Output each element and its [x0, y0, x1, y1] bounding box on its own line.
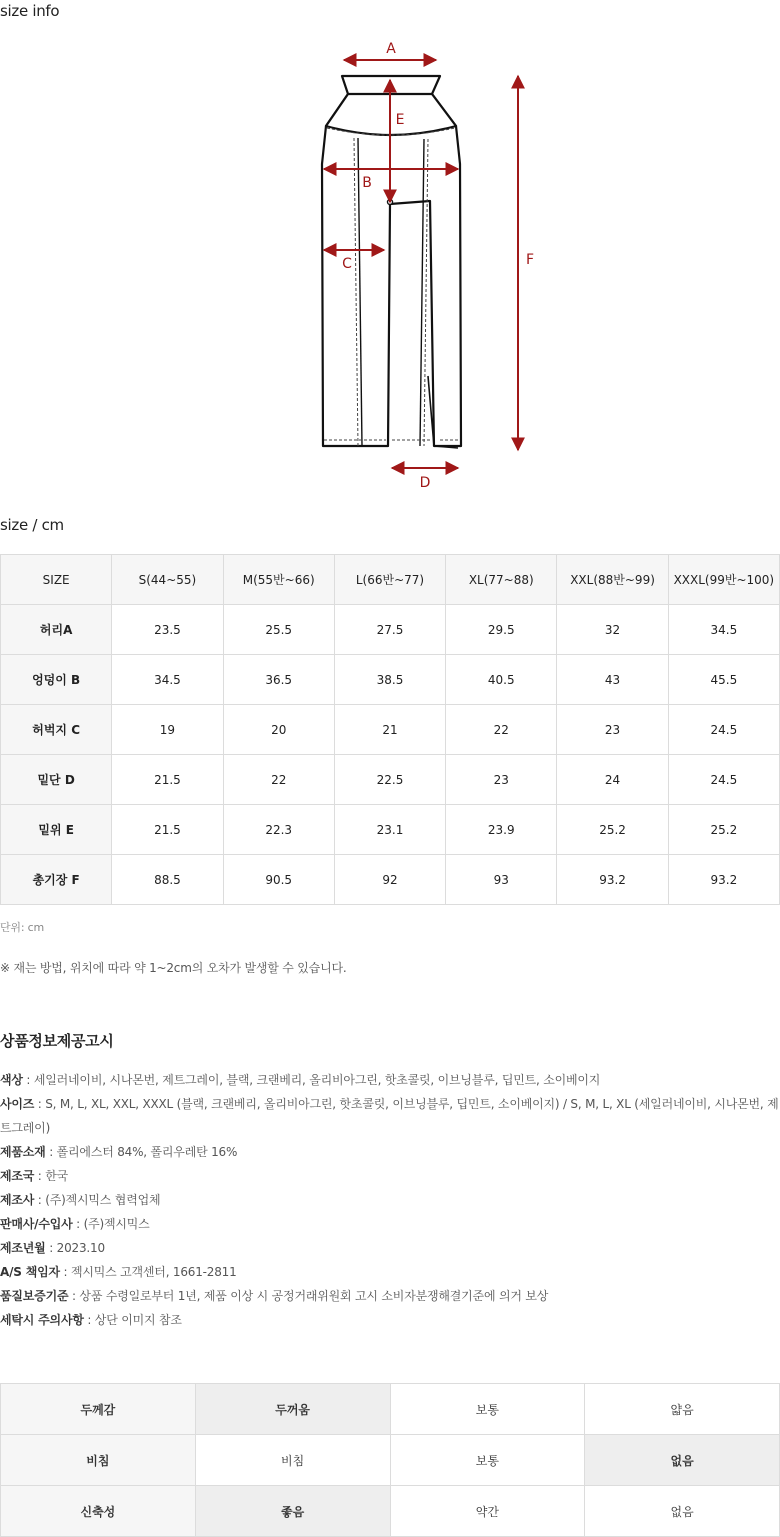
- notice-key: 판매사/수입사: [0, 1217, 73, 1231]
- notice-value: : 상단 이미지 참조: [83, 1313, 182, 1327]
- notice-key: A/S 책임자: [0, 1265, 60, 1279]
- feel-option: 보통: [390, 1384, 585, 1435]
- label-a: A: [386, 41, 396, 57]
- table-cell: 93: [446, 855, 557, 905]
- table-cell: 93.2: [668, 855, 779, 905]
- notice-value: : 2023.10: [45, 1241, 105, 1255]
- notice-item: [0, 1140, 780, 1164]
- notice-key: 품질보증기준: [0, 1289, 69, 1303]
- notice-item: [0, 1212, 780, 1236]
- product-notice-list: [0, 1068, 780, 1332]
- table-cell: 92: [334, 855, 445, 905]
- product-notice-title: 상품정보제공고시: [0, 1032, 114, 1050]
- row-label: 엉덩이 B: [1, 655, 112, 705]
- feel-option: 보통: [390, 1435, 585, 1486]
- notice-key: 제조년월: [0, 1241, 46, 1255]
- notice-key: 제조사: [0, 1193, 35, 1207]
- feel-option: 얇음: [585, 1384, 780, 1435]
- notice-value: : (주)젝시믹스: [72, 1217, 150, 1231]
- feel-row-thickness: [1, 1384, 780, 1435]
- notice-key: 제조국: [0, 1169, 35, 1183]
- notice-value: : 세일러네이비, 시나몬번, 제트그레이, 블랙, 크랜베리, 올리비아그린, 핫초콜릿, 이브닝블루, 딥민트, 소이베이지: [22, 1073, 601, 1087]
- table-cell: 43: [557, 655, 668, 705]
- table-cell: 22: [446, 705, 557, 755]
- table-cell: 23.9: [446, 805, 557, 855]
- table-cell: 21: [334, 705, 445, 755]
- notice-key: 사이즈: [0, 1097, 35, 1111]
- notice-value: : 폴리에스터 84%, 폴리우레탄 16%: [45, 1145, 238, 1159]
- table-cell: 90.5: [223, 855, 334, 905]
- feel-option: 없음: [585, 1435, 780, 1486]
- feel-row-label: 비침: [1, 1435, 196, 1486]
- table-row: [1, 655, 780, 705]
- table-cell: 32: [557, 605, 668, 655]
- table-cell: 23: [446, 755, 557, 805]
- table-cell: 20: [223, 705, 334, 755]
- notice-key: 세탁시 주의사항: [0, 1313, 84, 1327]
- table-cell: 24.5: [668, 755, 779, 805]
- size-info-title: size info: [0, 2, 60, 20]
- table-cell: 38.5: [334, 655, 445, 705]
- notice-value: : 한국: [34, 1169, 69, 1183]
- table-cell: 36.5: [223, 655, 334, 705]
- notice-item: [0, 1284, 780, 1308]
- label-c: C: [342, 256, 352, 272]
- table-cell: 21.5: [112, 755, 223, 805]
- table-cell: 25.2: [668, 805, 779, 855]
- notice-value: : 젝시믹스 고객센터, 1661-2811: [59, 1265, 237, 1279]
- table-row: [1, 605, 780, 655]
- table-cell: 21.5: [112, 805, 223, 855]
- measurement-error-note: ※ 재는 방법, 위치에 따라 약 1~2cm의 오차가 발생할 수 있습니다.: [0, 961, 347, 975]
- table-cell: 93.2: [557, 855, 668, 905]
- label-f: F: [525, 252, 535, 268]
- notice-item: [0, 1092, 780, 1140]
- row-label: 밑위 E: [1, 805, 112, 855]
- header-cell: SIZE: [1, 555, 112, 605]
- notice-value: : 상품 수령일로부터 1년, 제품 이상 시 공정거래위원회 고시 소비자분쟁해결기준에 의거 보상: [68, 1289, 549, 1303]
- header-cell: XXXL(99반~100): [668, 555, 779, 605]
- feel-row-label: 두께감: [1, 1384, 196, 1435]
- table-cell: 24: [557, 755, 668, 805]
- table-cell: 23: [557, 705, 668, 755]
- label-e: E: [395, 112, 405, 128]
- notice-item: [0, 1188, 780, 1212]
- feel-option: 비침: [195, 1435, 390, 1486]
- size-table-header-row: [1, 555, 780, 605]
- fabric-feel-table: [0, 1383, 780, 1537]
- row-label: 밑단 D: [1, 755, 112, 805]
- header-cell: S(44~55): [112, 555, 223, 605]
- table-cell: 88.5: [112, 855, 223, 905]
- table-cell: 27.5: [334, 605, 445, 655]
- notice-item: [0, 1236, 780, 1260]
- table-cell: 19: [112, 705, 223, 755]
- notice-item: [0, 1068, 780, 1092]
- table-cell: 25.2: [557, 805, 668, 855]
- pants-measurement-diagram: [300, 36, 560, 496]
- table-cell: 25.5: [223, 605, 334, 655]
- header-cell: XXL(88반~99): [557, 555, 668, 605]
- notice-item: [0, 1164, 780, 1188]
- notice-item: [0, 1260, 780, 1284]
- unit-note: 단위: cm: [0, 921, 45, 934]
- feel-row-label: 신축성: [1, 1486, 196, 1537]
- table-cell: 40.5: [446, 655, 557, 705]
- size-table: [0, 554, 780, 905]
- feel-option: 약간: [390, 1486, 585, 1537]
- table-cell: 22: [223, 755, 334, 805]
- row-label: 총기장 F: [1, 855, 112, 905]
- table-cell: 34.5: [668, 605, 779, 655]
- table-cell: 24.5: [668, 705, 779, 755]
- notice-key: 색상: [0, 1073, 23, 1087]
- table-row: [1, 755, 780, 805]
- table-cell: 23.1: [334, 805, 445, 855]
- notice-item: [0, 1308, 780, 1332]
- header-cell: XL(77~88): [446, 555, 557, 605]
- feel-row-sheerness: [1, 1435, 780, 1486]
- table-row: [1, 855, 780, 905]
- notice-value: : (주)젝시믹스 협력업체: [34, 1193, 161, 1207]
- table-cell: 22.3: [223, 805, 334, 855]
- notice-key: 제품소재: [0, 1145, 46, 1159]
- table-cell: 23.5: [112, 605, 223, 655]
- feel-row-stretch: [1, 1486, 780, 1537]
- header-cell: M(55반~66): [223, 555, 334, 605]
- row-label: 허리A: [1, 605, 112, 655]
- label-b: B: [362, 175, 372, 191]
- table-row: [1, 805, 780, 855]
- table-row: [1, 705, 780, 755]
- header-cell: L(66반~77): [334, 555, 445, 605]
- table-cell: 45.5: [668, 655, 779, 705]
- feel-option: 좋음: [195, 1486, 390, 1537]
- table-cell: 29.5: [446, 605, 557, 655]
- table-cell: 34.5: [112, 655, 223, 705]
- feel-option: 두꺼움: [195, 1384, 390, 1435]
- feel-option: 없음: [585, 1486, 780, 1537]
- label-d: D: [419, 475, 431, 491]
- table-cell: 22.5: [334, 755, 445, 805]
- row-label: 허벅지 C: [1, 705, 112, 755]
- size-table-title: size / cm: [0, 516, 64, 534]
- notice-value: : S, M, L, XL, XXL, XXXL (블랙, 크랜베리, 올리비아그린, 핫초콜릿, 이브닝블루, 딥민트, 소이베이지) / S, M, L, XL (세일러네이비, 시나몬번, 제트그레이): [0, 1097, 779, 1135]
